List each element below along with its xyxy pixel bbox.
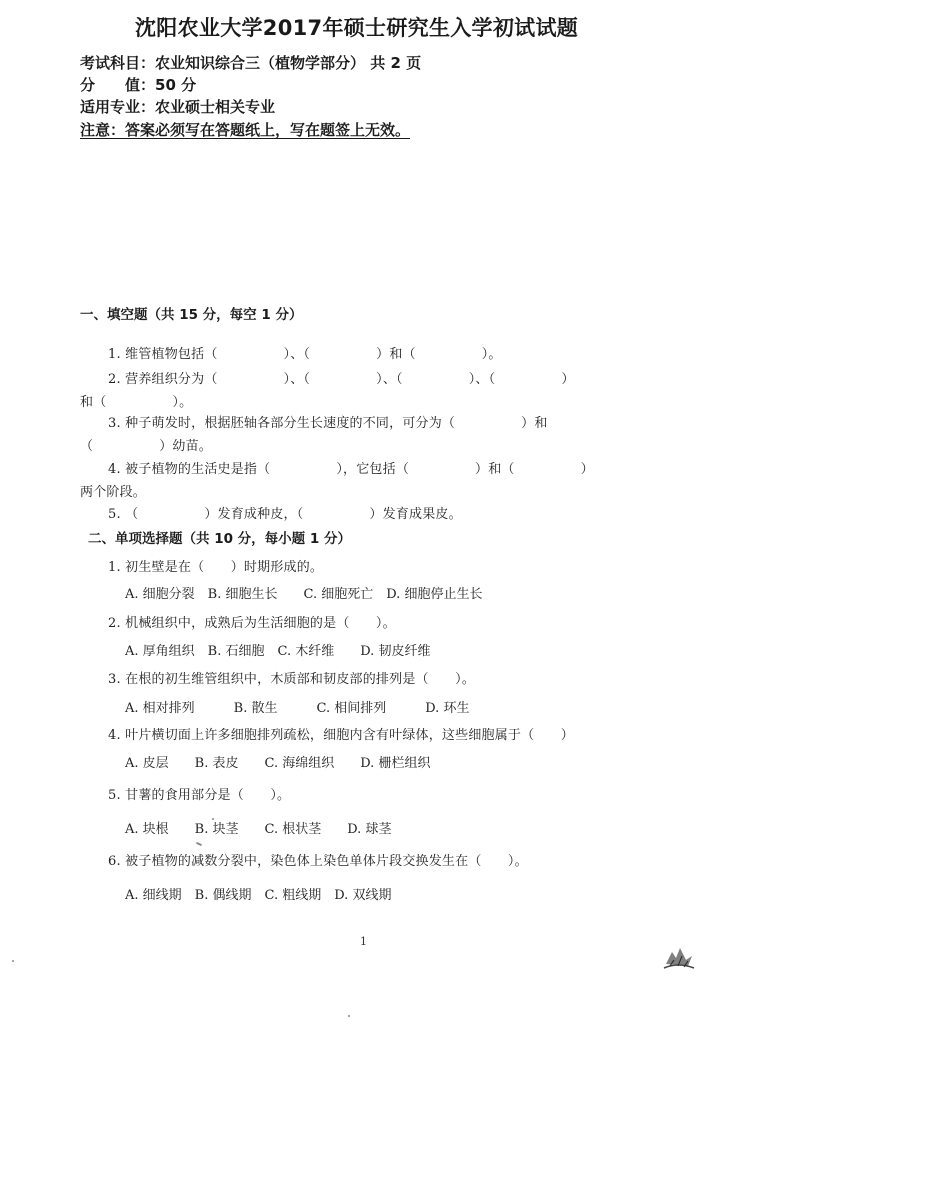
fill-question-2-cont: 和（ ）。 xyxy=(80,395,193,410)
section-choice-heading: 二、单项选择题（共 10 分，每小题 1 分） xyxy=(88,531,351,547)
fill-question-1: 1. 维管植物包括（ ）、（ ）和（ ）。 xyxy=(108,347,502,362)
fill-question-3: 3. 种子萌发时，根据胚轴各部分生长速度的不同，可分为（ ）和 xyxy=(108,416,548,431)
fill-question-4: 4. 被子植物的生活史是指（ ），它包括（ ）和（ ） xyxy=(108,462,594,477)
fill-question-3-cont: （ ）幼苗。 xyxy=(80,439,213,454)
choice-question-3: 3. 在根的初生维管组织中，木质部和韧皮部的排列是（ ）。 xyxy=(108,672,476,687)
choice-question-4: 4. 叶片横切面上许多细胞排列疏松，细胞内含有叶绿体，这些细胞属于（ ） xyxy=(108,728,574,743)
fill-question-2: 2. 营养组织分为（ ）、（ ）、（ ）、（ ） xyxy=(108,372,575,387)
applicable-major: 适用专业：农业硕士相关专业 xyxy=(80,98,276,116)
scan-smudge-icon xyxy=(662,942,696,972)
choice-question-1: 1. 初生壁是在（ ）时期形成的。 xyxy=(108,560,324,575)
section-fill-in-heading: 一、填空题（共 15 分，每空 1 分） xyxy=(80,307,303,323)
scan-speck xyxy=(12,960,14,962)
exam-subject: 考试科目：农业知识综合三（植物学部分） 共 2 页 xyxy=(80,54,422,72)
scan-speck xyxy=(196,842,202,846)
scan-speck xyxy=(348,1015,350,1017)
fill-question-5: 5. （ ）发育成种皮，（ ）发育成果皮。 xyxy=(108,507,462,522)
exam-score: 分 值：50 分 xyxy=(80,76,197,94)
fill-question-4-cont: 两个阶段。 xyxy=(80,485,147,500)
choice-question-2: 2. 机械组织中，成熟后为生活细胞的是（ ）。 xyxy=(108,616,396,631)
page-number: 1 xyxy=(360,935,367,948)
choice-options-4: A. 皮层 B. 表皮 C. 海绵组织 D. 栅栏组织 xyxy=(125,756,431,771)
choice-options-1: A. 细胞分裂 B. 细胞生长 C. 细胞死亡 D. 细胞停止生长 xyxy=(125,587,483,602)
page-title: 沈阳农业大学2017年硕士研究生入学初试试题 xyxy=(135,16,579,40)
choice-options-6: A. 细线期 B. 偶线期 C. 粗线期 D. 双线期 xyxy=(125,888,392,903)
choice-options-2: A. 厚角组织 B. 石细胞 C. 木纤维 D. 韧皮纤维 xyxy=(125,644,431,659)
answer-notice: 注意：答案必须写在答题纸上，写在题签上无效。 xyxy=(80,121,411,139)
choice-options-5: A. 块根 B. 块茎 C. 根状茎 D. 球茎 xyxy=(125,822,392,837)
choice-question-6: 6. 被子植物的减数分裂中，染色体上染色单体片段交换发生在（ ）。 xyxy=(108,854,528,869)
choice-question-5: 5. 甘薯的食用部分是（ ）。 xyxy=(108,788,291,803)
choice-options-3: A. 相对排列 B. 散生 C. 相间排列 D. 环生 xyxy=(125,701,470,716)
scan-speck xyxy=(212,818,214,820)
